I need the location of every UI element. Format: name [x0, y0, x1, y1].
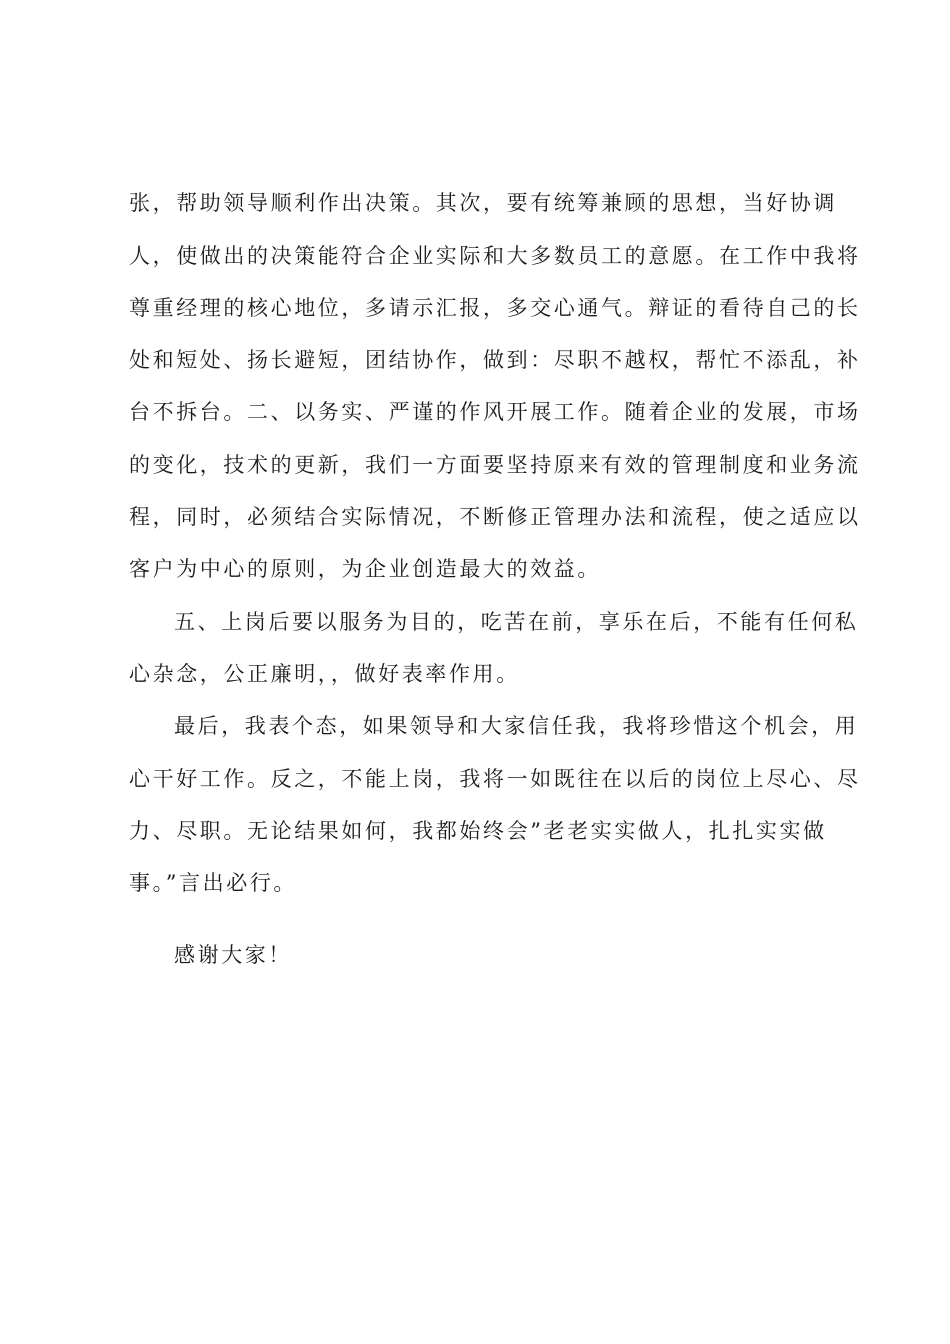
paragraph-line: 力、尽职。无论结果如何，我都始终会”老老实实做人，扎扎实实做 — [129, 819, 827, 843]
paragraph-line: 处和短处、扬长避短，团结协作，做到：尽职不越权，帮忙不添乱，补 — [129, 348, 861, 372]
paragraph-line: 人，使做出的决策能符合企业实际和大多数员工的意愿。在工作中我将 — [129, 244, 861, 268]
paragraph-line: 最后，我表个态，如果领导和大家信任我，我将珍惜这个机会，用 — [174, 714, 859, 738]
closing-line: 感谢大家！ — [174, 943, 292, 967]
paragraph-line: 尊重经理的核心地位，多请示汇报，多交心通气。辩证的看待自己的长 — [129, 296, 861, 320]
paragraph-line: 台不拆台。二、以务实、严谨的作风开展工作。随着企业的发展，市场 — [129, 400, 861, 424]
paragraph-line: 事。”言出必行。 — [129, 871, 298, 895]
paragraph-line: 心杂念，公正廉明，，做好表率作用。 — [129, 662, 520, 686]
paragraph-line: 程，同时，必须结合实际情况，不断修正管理办法和流程，使之适应以 — [129, 505, 861, 529]
paragraph-line: 张，帮助领导顺利作出决策。其次，要有统筹兼顾的思想，当好协调 — [129, 191, 837, 215]
paragraph-line: 客户为中心的原则，为企业创造最大的效益。 — [129, 557, 601, 581]
paragraph-line: 心干好工作。反之，不能上岗，我将一如既往在以后的岗位上尽心、尽 — [129, 767, 861, 791]
paragraph-line: 五、上岗后要以服务为目的，吃苦在前，享乐在后，不能有任何私 — [174, 610, 859, 634]
paragraph-line: 的变化，技术的更新，我们一方面要坚持原来有效的管理制度和业务流 — [129, 453, 861, 477]
